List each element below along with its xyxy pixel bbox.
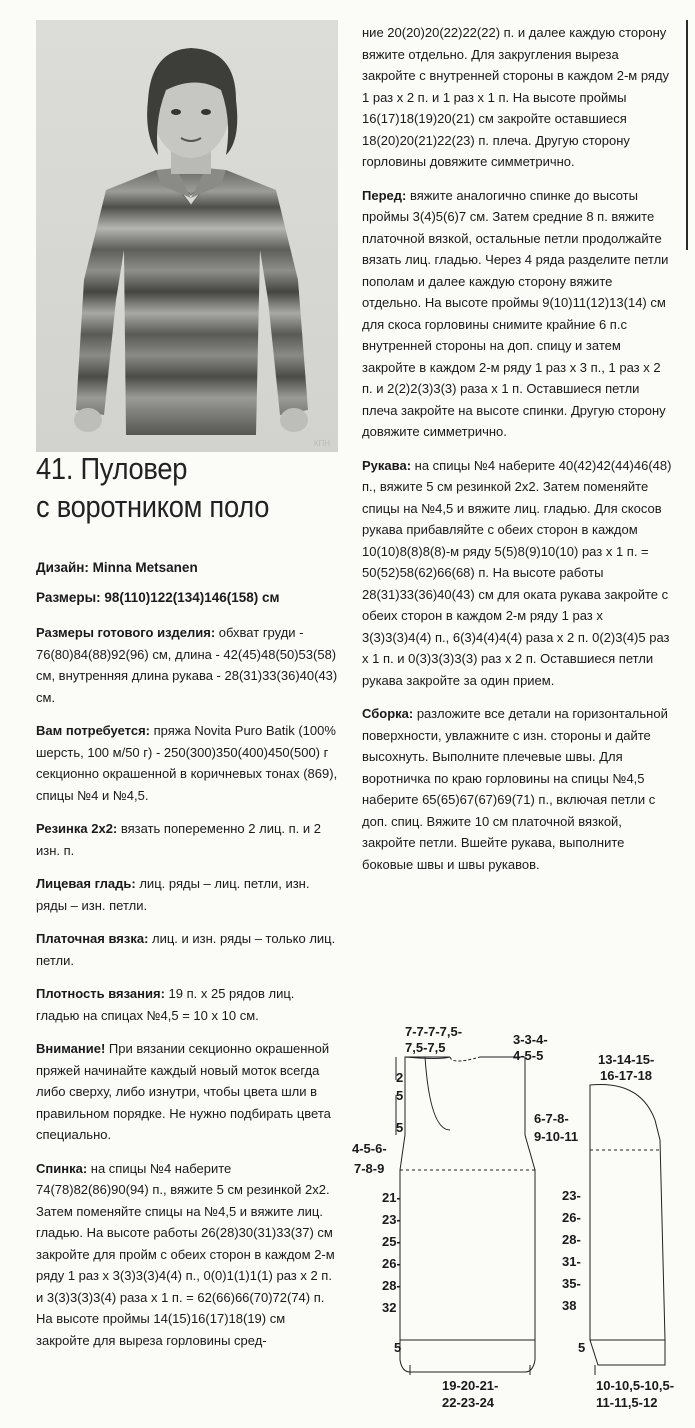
product-photo bbox=[36, 20, 338, 452]
section-body: лиц. ряды – лиц. петли, изн. ряды – изн. петли. bbox=[36, 876, 310, 913]
sleeve-length-label: 31- bbox=[562, 1254, 581, 1269]
neckline-back bbox=[450, 1057, 480, 1061]
section-heading: Сборка: bbox=[362, 706, 414, 721]
section-stockinette bbox=[36, 873, 340, 916]
section-body: вяжите аналогично спинке до высоты проймы 3(4)5(6)7 см. Затем средние 8 п. вяжите платочной вязкой, остальные петли продолжайте вязать лиц. гладью. Через 4 ряда разделите петли пополам и далее каждую сторону вяжите отдельно. На высоте проймы 9(10)11(12)13(14) см для скоса горловины снимите крайние 6 п.с внутренней стороны на доп. спицу и затем закройте в каждом 2-м ряду 1 раз х 3 п., 1 раз х 2 п. и 2(2)2(3)3(3) раза х 1 п. Оставшиеся петли плеча закройте на высоте спинки. Другую сторону довяжите симметрично. bbox=[362, 187, 669, 439]
sleeve-rib-label: 5 bbox=[578, 1340, 586, 1355]
section-body: на спицы №4 наберите 40(42)42(44)46(48) п., вяжите 5 см резинкой 2х2. Затем поменяйте спицы на №4,5 и вяжите лиц. гладью. Для скосов рукава прибавляйте с обеих сторон в каждом 10(10)8(8)8(8)-м ряду 5(5)8(9)10(10) раз х 1 п. = 50(52)58(62)66(68) п. На высоте работы 28(31)33(36)40(43) см для оката рукава закройте с обеих сторон в каждом 2-м ряду 1 раз х 3(3)3(3)4(4) п., 6(3)4(4)4(4) раза х 2 п. 0(2)3(4)5 раз х 1 п. и 0(3)3(3)3(3) раз х 2 п. Оставшиеся петли рукава закройте за один прием. bbox=[362, 457, 672, 688]
left-column bbox=[36, 557, 340, 1363]
cap-label-1: 6-7-8- bbox=[534, 1111, 569, 1126]
schematic-drawing bbox=[340, 1020, 695, 1410]
neck-depth-label-a: 2 bbox=[396, 1070, 404, 1085]
page-title bbox=[36, 450, 318, 526]
length-label: 28- bbox=[382, 1278, 401, 1293]
sleeve-length-label: 26- bbox=[562, 1210, 581, 1225]
photo-watermark: КПН bbox=[313, 439, 330, 448]
title-line-1: 41. Пуловер bbox=[36, 451, 188, 486]
sleeve-outline bbox=[590, 1084, 665, 1365]
section-assembly bbox=[362, 703, 672, 875]
section-heading: Спинка: bbox=[36, 1160, 88, 1176]
neck-side-label: 5 bbox=[396, 1120, 404, 1135]
section-materials bbox=[36, 720, 340, 806]
design-value: Minna Metsanen bbox=[92, 560, 198, 575]
section-gauge bbox=[36, 983, 340, 1026]
title-line-2: с воротником поло bbox=[36, 489, 270, 524]
right-column bbox=[362, 22, 672, 887]
armhole-label-1: 4-5-6- bbox=[352, 1141, 387, 1156]
length-label: 21- bbox=[382, 1190, 401, 1205]
section-front bbox=[362, 185, 672, 443]
body-outline bbox=[400, 1057, 535, 1372]
section-heading: Платочная вязка: bbox=[36, 931, 149, 946]
section-body: обхват груди - 76(80)84(88)92(96) см, длина - 42(45)48(50)53(58) см, внутренняя длина рукава - 28(31)33(36)40(43) см. bbox=[36, 625, 338, 705]
sleeve-length-label: 35- bbox=[562, 1276, 581, 1291]
section-rib bbox=[36, 818, 340, 861]
length-label: 32 bbox=[382, 1300, 397, 1315]
neckline-front bbox=[405, 1057, 450, 1130]
design-line bbox=[36, 557, 340, 579]
section-back-continued bbox=[362, 22, 672, 173]
section-heading: Рукава: bbox=[362, 457, 412, 473]
section-heading: Размеры готового изделия: bbox=[36, 625, 216, 640]
section-body: При вязании секционно окрашенной пряжей начинайте каждый новый моток всегда либо сверху, либо изнутри, чтобы цвета шли в правильном порядке. Не нужно подбирать цвета специально. bbox=[36, 1041, 331, 1142]
shoulder-label-2: 4-5-5 bbox=[513, 1048, 544, 1063]
section-heading: Резинка 2х2: bbox=[36, 821, 118, 836]
sleeve-top-label-1: 13-14-15- bbox=[598, 1052, 655, 1067]
section-sleeves bbox=[362, 455, 672, 692]
shoulder-label-1: 3-3-4- bbox=[513, 1032, 548, 1047]
cap-label-2: 9-10-11 bbox=[534, 1129, 579, 1144]
neck-top-label-2: 7,5-7,5 bbox=[405, 1040, 446, 1055]
armhole-label-2: 7-8-9 bbox=[354, 1161, 385, 1176]
cuff-label-1: 10-10,5-10,5- bbox=[596, 1378, 675, 1393]
body-width-label-1: 19-20-21- bbox=[442, 1378, 499, 1393]
section-finished-size bbox=[36, 622, 340, 708]
section-heading: Лицевая гладь: bbox=[36, 876, 136, 891]
sizes-line bbox=[36, 587, 340, 609]
section-body: пряжа Novita Puro Batik (100% шерсть, 100 м/50 г) - 250(300)350(400)450(500) г секционно окрашенной в коричневых тонах (869), спицы №4 и №4,5. bbox=[36, 723, 338, 803]
length-label: 25- bbox=[382, 1234, 401, 1249]
length-label: 23- bbox=[382, 1212, 401, 1227]
sizes-label: Размеры: bbox=[36, 589, 101, 605]
sleeve-length-label: 23- bbox=[562, 1188, 581, 1203]
section-body: ние 20(20)20(22)22(22) п. и далее каждую сторону вяжите отдельно. Для закругления выреза закройте с внутренней стороны в каждом 2-м ряду 1 раз х 2 п. и 1 раз х 1 п. На высоте проймы 16(17)18(19)20(21) см закройте оставшиеся 18(20)20(21)22(23) п. плеча. Другую сторону горловины довяжите симметрично. bbox=[362, 25, 670, 169]
sizes-value: 98(110)122(134)146(158) см bbox=[104, 589, 280, 605]
body-width-label-2: 22-23-24 bbox=[442, 1395, 495, 1410]
sleeve-length-label: 28- bbox=[562, 1232, 581, 1247]
sleeve-top-label-2: 16-17-18 bbox=[600, 1068, 653, 1083]
section-garter bbox=[36, 928, 340, 971]
section-body: вязать попеременно 2 лиц. п. и 2 изн. п. bbox=[36, 821, 321, 858]
child-in-striped-pullover-illustration bbox=[36, 20, 338, 452]
design-label: Дизайн: bbox=[36, 560, 89, 575]
body-rib-label: 5 bbox=[394, 1340, 402, 1355]
section-body: лиц. и изн. ряды – только лиц. петли. bbox=[36, 931, 336, 968]
section-attention bbox=[36, 1038, 340, 1146]
section-back bbox=[36, 1158, 340, 1352]
cuff-label-2: 11-11,5-12 bbox=[596, 1395, 658, 1410]
length-label: 26- bbox=[382, 1256, 401, 1271]
section-heading: Перед: bbox=[362, 187, 407, 203]
section-heading: Вам потребуется: bbox=[36, 723, 150, 738]
page-edge-divider bbox=[686, 20, 688, 250]
section-body: 19 п. х 25 рядов лиц. гладью на спицах №4,5 = 10 х 10 см. bbox=[36, 986, 295, 1023]
section-body: разложите все детали на горизонтальной поверхности, увлажните с изн. стороны и дайте высохнуть. Выполните плечевые швы. Для воротничка по краю горловины на спицы №4,5 наберите 65(65)67(67)69(71) п., включая петли с доп. спиц. Вяжите 10 см платочной вязкой, закройте петли. Вшейте рукава, выполните боковые швы и швы рукавов. bbox=[362, 706, 668, 872]
section-heading: Внимание! bbox=[36, 1041, 106, 1056]
neck-top-label-1: 7-7-7-7,5- bbox=[405, 1024, 463, 1039]
sleeve-length-label: 38 bbox=[562, 1298, 577, 1313]
section-body: на спицы №4 наберите 74(78)82(86)90(94) п., вяжите 5 см резинкой 2х2. Затем поменяйте спицы на №4,5 и вяжите лиц. гладью. На высоте работы 26(28)30(31)33(37) см закройте для пройм с обеих сторон в каждом 2-м ряду 1 раз х 3(3)3(3)4(4) п., 0(0)1(1)1(1) раз х 2 п. и 3(3)3(3)3(4) раза х 1 п. = 62(66)66(70)72(74) п. На высоте проймы 14(15)16(17)18(19) см закройте для выреза горловины сред- bbox=[36, 1160, 335, 1348]
section-heading: Плотность вязания: bbox=[36, 986, 165, 1001]
neck-depth-label-b: 5 bbox=[396, 1088, 404, 1103]
pattern-schematic bbox=[340, 1020, 695, 1410]
